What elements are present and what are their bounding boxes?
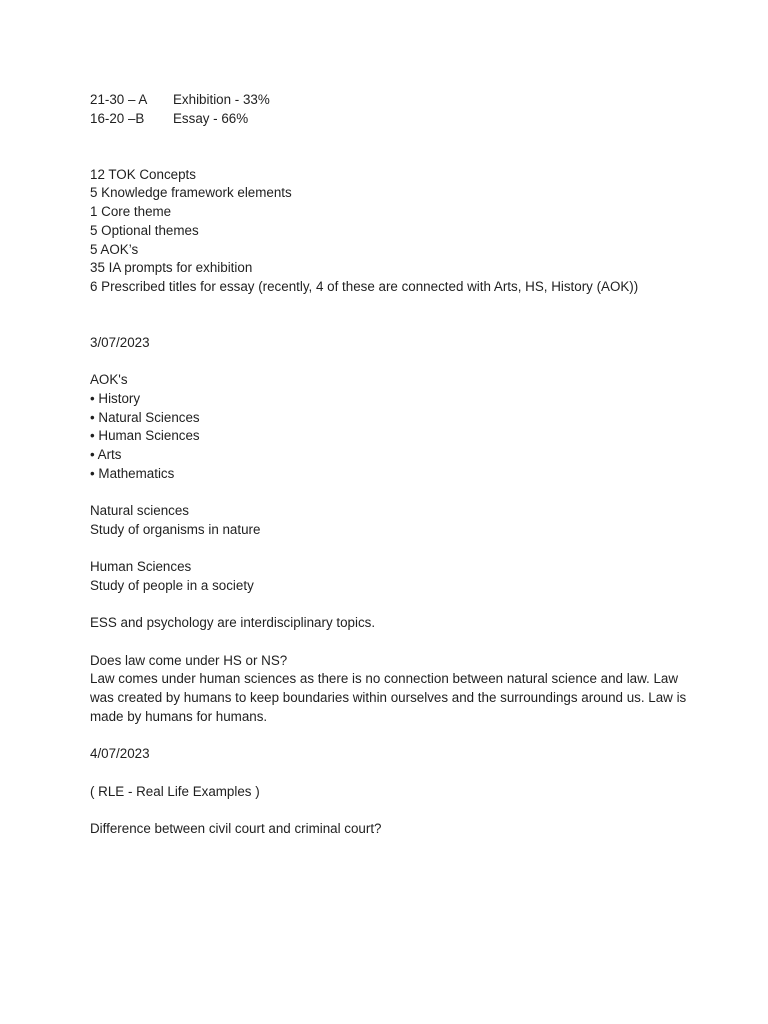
spacer	[90, 128, 730, 165]
spacer	[90, 764, 730, 783]
court-question: Difference between civil court and criminal court?	[90, 820, 382, 836]
session-date: 4/07/2023	[90, 746, 150, 762]
natural-sciences-heading: Natural sciences	[90, 503, 189, 519]
aok-heading: AOK's	[90, 372, 128, 388]
document-page	[90, 91, 730, 839]
spacer	[90, 297, 730, 334]
component-item: 35 IA prompts for exhibition	[90, 260, 253, 276]
aok-list-item: • Mathematics	[90, 465, 175, 481]
grade-row	[90, 110, 730, 129]
grade-component: Essay - 66%	[173, 110, 249, 126]
law-question: Does law come under HS or NS?	[90, 652, 288, 668]
interdisciplinary-note: ESS and psychology are interdisciplinary topics.	[90, 615, 376, 631]
grade-range: 21-30 – A	[90, 92, 148, 107]
aok-list-item: • Human Sciences	[90, 428, 200, 444]
component-item: 1 Core theme	[90, 204, 172, 220]
grade-row	[90, 91, 730, 110]
component-item: 6 Prescribed titles for essay (recently, 4 of these are connected with Arts, HS, History (AOK))	[90, 278, 639, 294]
aok-list-item: • Natural Sciences	[90, 409, 200, 425]
law-answer: Law comes under human sciences as there is no connection between natural science and law. Law was created by humans to keep boundaries within ourselves and the surroundings around us. Law is made by humans for humans.	[90, 671, 687, 724]
session-date: 3/07/2023	[90, 334, 150, 350]
rle-note: ( RLE - Real Life Examples )	[90, 783, 260, 799]
spacer	[90, 801, 730, 820]
component-item: 5 Optional themes	[90, 222, 199, 238]
spacer	[90, 353, 730, 372]
component-item: 5 AOK’s	[90, 241, 139, 257]
aok-list-item: • History	[90, 391, 141, 407]
component-item: 12 TOK Concepts	[90, 166, 196, 182]
human-sciences-heading: Human Sciences	[90, 559, 192, 575]
grade-component: Exhibition - 33%	[173, 92, 270, 107]
spacer	[90, 633, 730, 652]
natural-sciences-definition: Study of organisms in nature	[90, 521, 261, 537]
spacer	[90, 483, 730, 502]
component-item: 5 Knowledge framework elements	[90, 185, 292, 201]
grade-range: 16-20 –B	[90, 110, 145, 126]
spacer	[90, 596, 730, 615]
aok-list-item: • Arts	[90, 447, 122, 463]
spacer	[90, 540, 730, 559]
spacer	[90, 726, 730, 745]
human-sciences-definition: Study of people in a society	[90, 577, 254, 593]
